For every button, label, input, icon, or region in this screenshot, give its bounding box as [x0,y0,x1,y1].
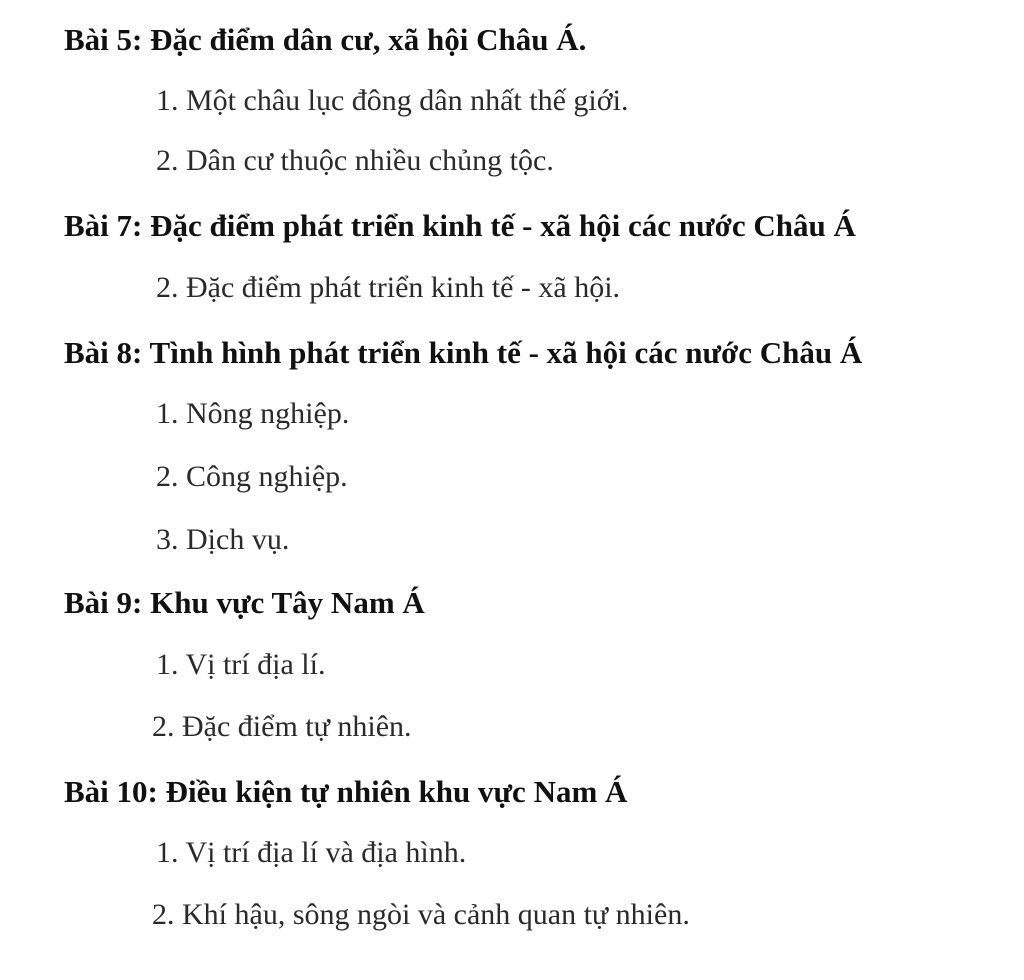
section-title-bai-9: Bài 9: Khu vực Tây Nam Á [64,585,425,620]
list-item: 1. Một châu lục đông dân nhất thế giới. [156,84,629,117]
list-item: 2. Công nghiệp. [156,460,348,493]
list-item: 2. Dân cư thuộc nhiều chủng tộc. [156,144,554,177]
list-item: 1. Nông nghiệp. [156,397,350,430]
list-item: 3. Dịch vụ. [156,523,290,556]
section-title-bai-10: Bài 10: Điều kiện tự nhiên khu vực Nam Á [64,774,628,809]
list-item: 2. Đặc điểm phát triển kinh tế - xã hội. [156,271,621,304]
list-item: 2. Khí hậu, sông ngòi và cảnh quan tự nhiên. [152,898,690,931]
section-title-bai-5: Bài 5: Đặc điểm dân cư, xã hội Châu Á. [64,22,587,57]
list-item: 2. Đặc điểm tự nhiên. [152,710,412,743]
list-item: 1. Vị trí địa lí. [156,648,326,681]
section-title-bai-8: Bài 8: Tình hình phát triển kinh tế - xã hội các nước Châu Á [64,335,863,370]
list-item: 1. Vị trí địa lí và địa hình. [156,836,467,869]
section-title-bai-7: Bài 7: Đặc điểm phát triển kinh tế - xã hội các nước Châu Á [64,208,856,243]
